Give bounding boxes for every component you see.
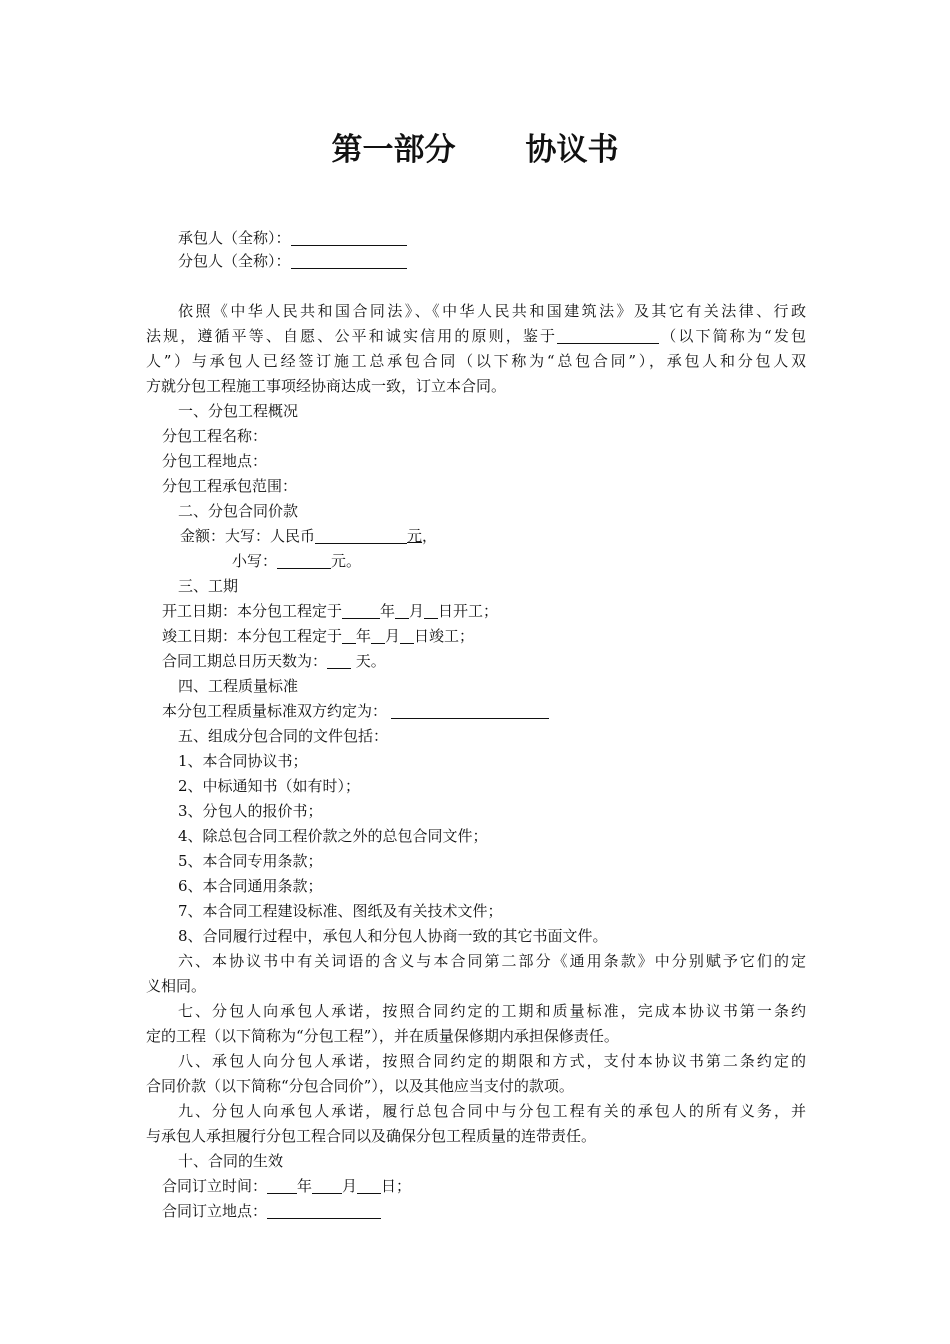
end-year-blank[interactable] — [342, 626, 356, 644]
list-item: 3、分包人的报价书； — [178, 802, 323, 820]
end-month-blank[interactable] — [371, 626, 385, 644]
intro-line: 依照《中华人民共和国合同法》、《中华人民共和国建筑法》及其它有关法律、行政 — [178, 302, 806, 320]
clause-line: 八、承包人向分包人承诺，按照合同约定的期限和方式，支付本协议书第二条约定的 — [178, 1052, 806, 1070]
total-days-line: 合同工期总日历天数为： 天。 — [162, 652, 386, 670]
section-heading: 十、合同的生效 — [178, 1152, 284, 1170]
list-item: 4、除总包合同工程价款之外的总包合同文件； — [178, 827, 488, 845]
amount-figures-blank[interactable] — [277, 551, 331, 569]
quality-blank[interactable] — [391, 701, 549, 719]
project-location-line: 分包工程地点： — [162, 452, 268, 470]
clause-line: 合同价款（以下简称“分包合同价”），以及其他应当支付的款项。 — [146, 1077, 574, 1095]
amount-words-blank[interactable] — [315, 526, 407, 544]
clause-line: 七、分包人向承包人承诺，按照合同约定的工期和质量标准，完成本协议书第一条约 — [178, 1002, 806, 1020]
intro-line: 人”）与承包人已经签订施工总承包合同（以下称为“总包合同”），承包人和分包人双 — [146, 352, 806, 370]
clause-line: 定的工程（以下简称为“分包工程”），并在质量保修期内承担保修责任。 — [146, 1027, 619, 1045]
end-day-blank[interactable] — [400, 626, 414, 644]
page-title — [0, 128, 950, 172]
list-item: 2、中标通知书（如有时）； — [178, 777, 361, 795]
section-heading: 三、工期 — [178, 577, 239, 595]
signing-place-blank[interactable] — [267, 1201, 381, 1219]
signing-month-blank[interactable] — [312, 1176, 342, 1194]
start-day-blank[interactable] — [424, 601, 438, 619]
quality-line: 本分包工程质量标准双方约定为： — [162, 699, 549, 723]
section-heading: 一、分包工程概况 — [178, 402, 299, 420]
end-date-line: 竣工日期：本分包工程定于 年 月 日竣工； — [162, 627, 475, 645]
intro-line: 法规，遵循平等、自愿、公平和诚实信用的原则，鉴于 （以下简称为“发包 — [146, 327, 806, 345]
amount-line: 金额：大写：人民币 元， — [180, 527, 438, 545]
start-year-blank[interactable] — [342, 601, 380, 619]
amount-figures-line: 小写： 元。 — [232, 552, 362, 570]
start-date-line: 开工日期：本分包工程定于 年 月 日开工； — [162, 602, 499, 620]
clause-line: 六、本协议书中有关词语的含义与本合同第二部分《通用条款》中分别赋予它们的定 — [178, 952, 806, 970]
intro-line: 方就分包工程施工事项经协商达成一致，订立本合同。 — [146, 377, 507, 395]
title-name: 协议书 — [525, 132, 619, 168]
list-item: 1、本合同协议书； — [178, 752, 308, 770]
project-name-line: 分包工程名称： — [162, 427, 268, 445]
signing-time-line: 合同订立时间： 年 月 日； — [162, 1177, 412, 1195]
contractor-line: 承包人（全称）： — [178, 226, 407, 250]
signing-day-blank[interactable] — [357, 1176, 381, 1194]
signing-place-line: 合同订立地点： — [162, 1199, 381, 1223]
subcontractor-line: 分包人（全称）： — [178, 249, 407, 273]
subcontractor-blank[interactable] — [291, 251, 407, 269]
project-scope-line: 分包工程承包范围： — [162, 477, 298, 495]
employer-blank[interactable] — [557, 326, 659, 344]
list-item: 7、本合同工程建设标准、图纸及有关技术文件； — [178, 902, 503, 920]
clause-line: 九、分包人向承包人承诺，履行总包合同中与分包工程有关的承包人的所有义务，并 — [178, 1102, 806, 1120]
clause-line: 义相同。 — [146, 977, 207, 995]
start-month-blank[interactable] — [395, 601, 409, 619]
list-item: 6、本合同通用条款； — [178, 877, 323, 895]
total-days-blank[interactable] — [327, 651, 351, 669]
section-heading: 四、工程质量标准 — [178, 677, 299, 695]
clause-line: 与承包人承担履行分包工程合同以及确保分包工程质量的连带责任。 — [146, 1127, 597, 1145]
list-item: 8、合同履行过程中，承包人和分包人协商一致的其它书面文件。 — [178, 927, 608, 945]
title-part: 第一部分 — [331, 132, 456, 168]
contractor-blank[interactable] — [291, 228, 407, 246]
list-item: 5、本合同专用条款； — [178, 852, 323, 870]
section-heading: 二、分包合同价款 — [178, 502, 299, 520]
section-heading: 五、组成分包合同的文件包括： — [178, 727, 389, 745]
signing-year-blank[interactable] — [267, 1176, 297, 1194]
